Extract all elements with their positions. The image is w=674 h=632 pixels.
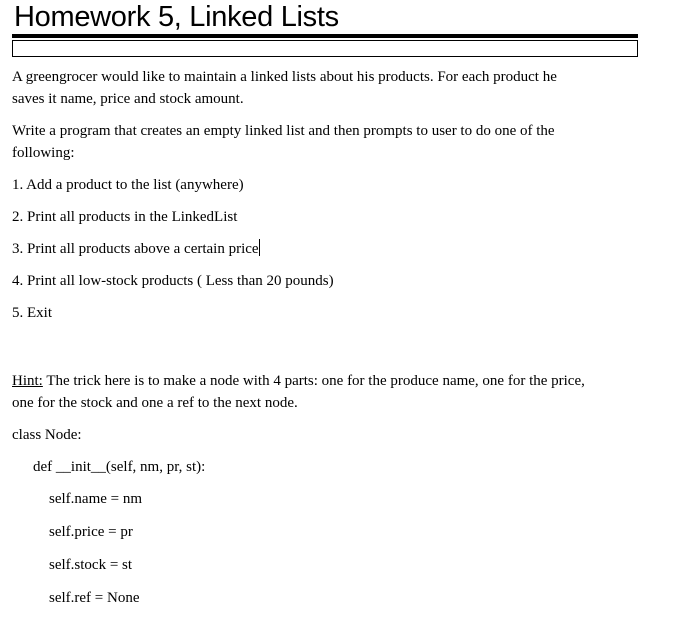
- hint-line-1-text: The trick here is to make a node with 4 parts: one for the produce name, one for the price,: [42, 373, 585, 389]
- code-line-stock: self.stock = st: [49, 557, 133, 573]
- hint-label: Hint:: [12, 373, 43, 389]
- task-line-2: following:: [12, 145, 75, 161]
- hint-line-2: one for the stock and one a ref to the next node.: [12, 395, 298, 411]
- intro-line-1: A greengrocer would like to maintain a linked lists about his products. For each product he: [12, 69, 557, 85]
- menu-item-3-text: 3. Print all products above a certain price: [12, 241, 259, 257]
- menu-item-2: 2. Print all products in the LinkedList: [12, 209, 238, 225]
- menu-item-1: 1. Add a product to the list (anywhere): [12, 177, 244, 193]
- task-paragraph: [12, 120, 638, 164]
- task-line-1: Write a program that creates an empty linked list and then prompts to user to do one of the: [12, 123, 555, 139]
- menu-item-3: [12, 238, 638, 260]
- empty-subtitle-box[interactable]: [12, 40, 638, 57]
- code-line-ref: self.ref = None: [49, 590, 140, 606]
- hint-paragraph: [12, 370, 638, 414]
- menu-item-5: 5. Exit: [12, 305, 52, 321]
- code-line-price: self.price = pr: [49, 524, 133, 540]
- intro-paragraph: [12, 66, 638, 110]
- code-line-name: self.name = nm: [49, 491, 143, 507]
- document-title: Homework 5, Linked Lists: [14, 1, 339, 33]
- hint-line-1: [12, 370, 638, 392]
- text-cursor: [259, 239, 260, 256]
- menu-item-4: 4. Print all low-stock products ( Less than 20 pounds): [12, 273, 334, 289]
- code-def-line: def __init__(self, nm, pr, st):: [33, 459, 206, 475]
- blank-paragraph: [12, 334, 638, 370]
- intro-line-2: saves it name, price and stock amount.: [12, 91, 244, 107]
- code-class-line: class Node:: [12, 427, 82, 443]
- title-rule: [12, 34, 638, 38]
